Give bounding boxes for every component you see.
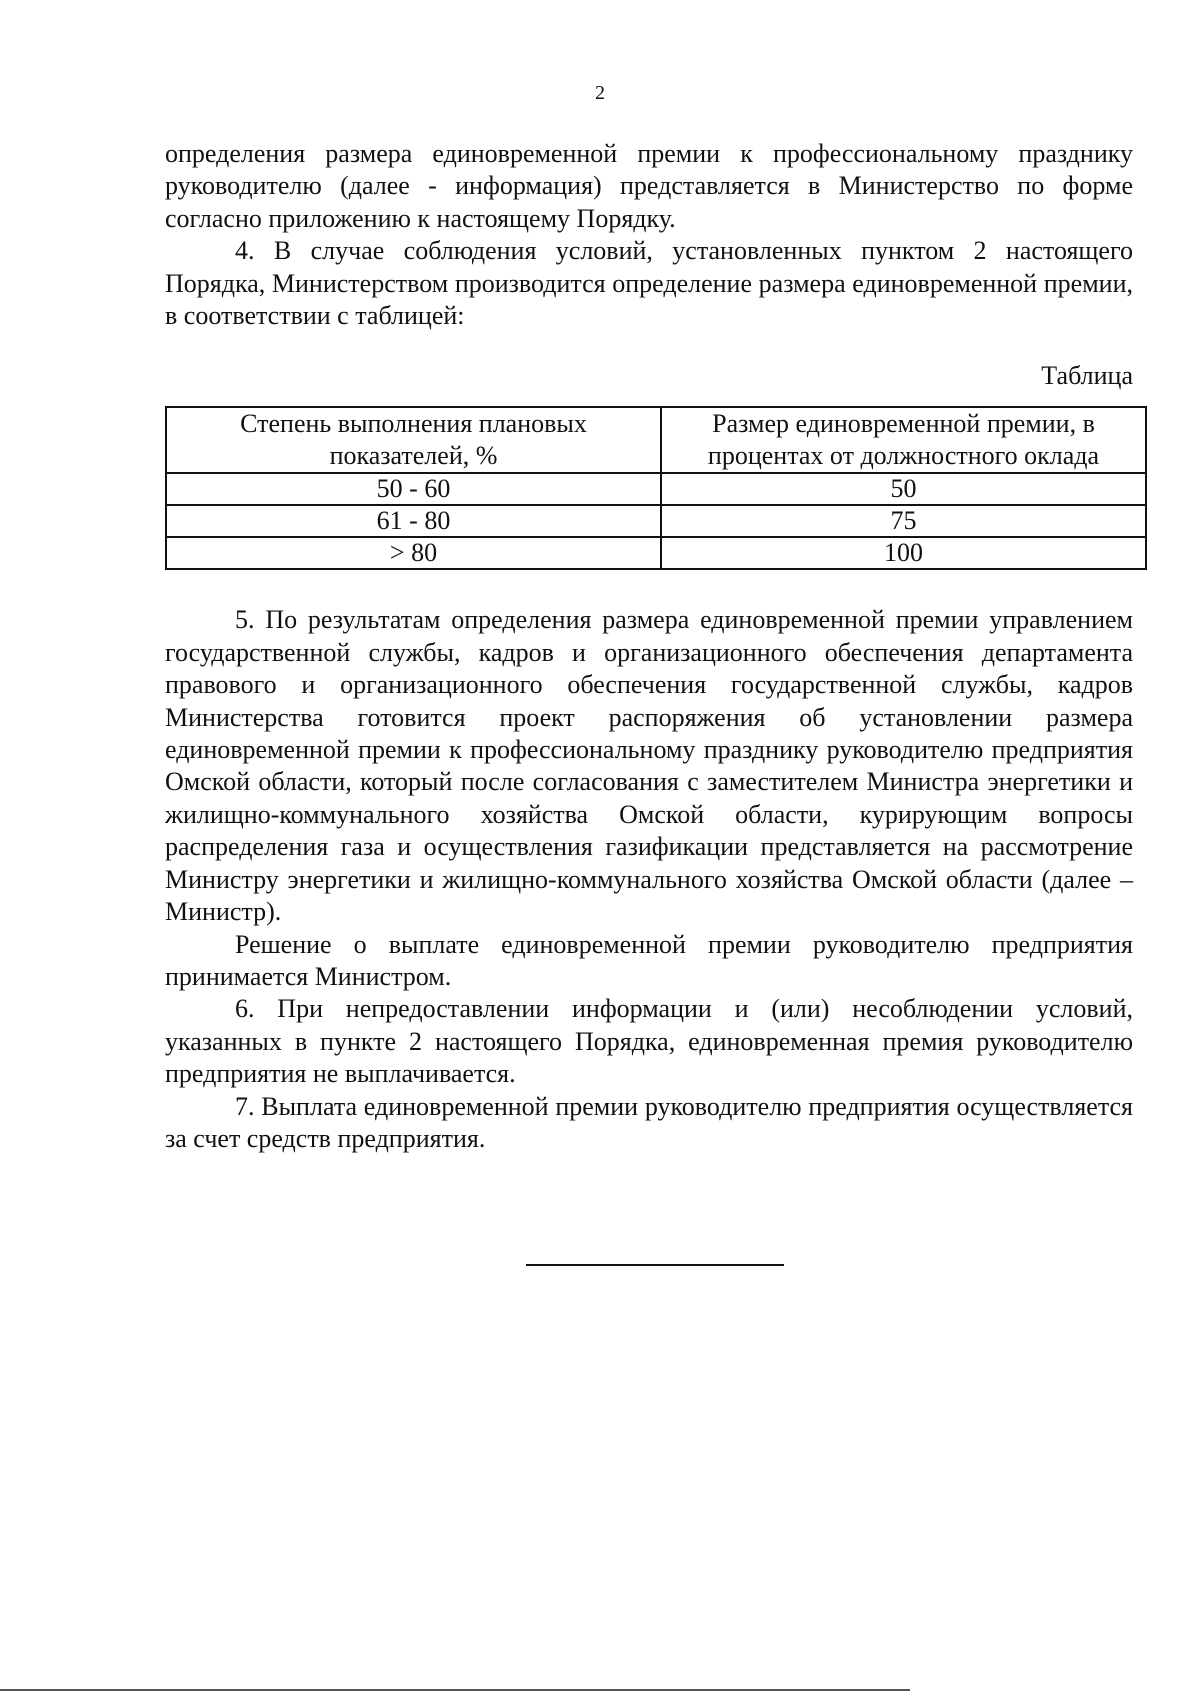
table-cell: > 80 — [166, 537, 661, 569]
table-cell: 75 — [661, 505, 1146, 537]
page-number: 2 — [595, 82, 605, 104]
end-of-document-rule — [526, 1264, 784, 1266]
table-header-cell: Размер единовременной премии, в процентах от должностного оклада — [661, 407, 1146, 473]
paragraph-item-6: 6. При непредоставлении информации и (или) несоблюдении условий, указанных в пункте 2 настоящего Порядка, единовременная премия руководителю предприятия не выплачивается. — [165, 994, 1133, 1089]
table-caption: Таблица — [1041, 361, 1133, 391]
table-row — [166, 537, 1146, 569]
document-body — [165, 138, 1133, 1155]
table-row — [166, 505, 1146, 537]
paragraph-decision: Решение о выплате единовременной премии руководителю предприятия принимается Министром. — [165, 929, 1133, 991]
table-header-row — [166, 407, 1146, 473]
table-cell: 50 — [661, 473, 1146, 505]
table-header-cell: Степень выполнения плановых показателей, % — [166, 407, 661, 473]
table-cell: 100 — [661, 537, 1146, 569]
paragraph-item-4: 4. В случае соблюдения условий, установленных пунктом 2 настоящего Порядка, Министерством производится определение размера единовременной премии, в соответствии с таблицей: — [165, 236, 1133, 331]
table-cell: 61 - 80 — [166, 505, 661, 537]
table-row — [166, 473, 1146, 505]
table-cell: 50 - 60 — [166, 473, 661, 505]
scan-bottom-edge-line — [0, 1689, 910, 1691]
bonus-table — [165, 406, 1147, 570]
paragraph-item-7: 7. Выплата единовременной премии руководителю предприятия осуществляется за счет средств предприятия. — [165, 1091, 1133, 1153]
paragraph-continuation: определения размера единовременной премии к профессиональному празднику руководителю (далее - информация) представляется в Министерство по форме согласно приложению к настоящему Порядку. — [165, 139, 1133, 233]
paragraph-item-5: 5. По результатам определения размера единовременной премии управлением государственной службы, кадров и организационного обеспечения департамента правового и организационного обеспечения государственной службы, кадров Министерства готовится проект распоряжения об установлении размера единовременной премии к профессиональному празднику руководителю предприятия Омской области, который после согласования с заместителем Министра энергетики и жилищно-коммунального хозяйства Омской области, курирующим вопросы распределения газа и осуществления газификации представляется на рассмотрение Министру энергетики и жилищно-коммунального хозяйства Омской области (далее – Министр). — [165, 605, 1133, 927]
